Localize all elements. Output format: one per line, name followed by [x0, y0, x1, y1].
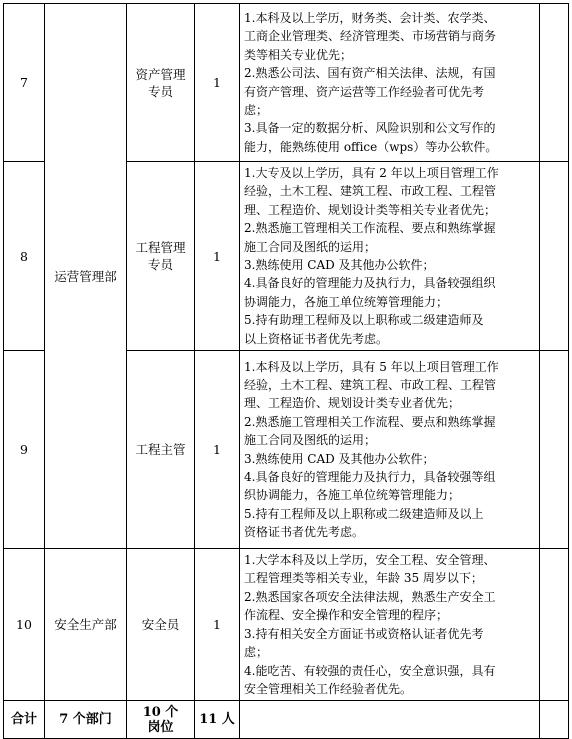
requirement-line: 经验，土木工程、建筑工程、市政工程、工程管 — [244, 184, 497, 199]
table-row — [4, 4, 569, 162]
empty-cell — [540, 162, 569, 351]
headcount-cell: 1 — [195, 4, 240, 162]
requirements-cell — [240, 4, 540, 162]
requirement-line: 3.熟练使用 CAD 及其他办公软件； — [244, 258, 435, 273]
requirement-line: 施工合同及图纸的运用； — [244, 239, 377, 254]
requirement-line: 类等相关专业优先； — [244, 47, 353, 62]
row-number: 10 — [4, 549, 45, 701]
empty-cell — [540, 549, 569, 701]
summary-label: 合计 — [4, 701, 45, 739]
requirement-line: 4.能吃苦、有较强的责任心，安全意识强，具有 — [244, 663, 496, 678]
requirement-line: 工商企业管理类、经济管理类、市场营销与商务 — [244, 29, 497, 44]
position-line: 专员 — [147, 83, 173, 99]
requirement-line: 4.具备良好的管理能力及执行力，具备较强等组 — [244, 469, 496, 484]
requirement-line: 虑； — [244, 645, 269, 660]
requirement-line: 2.熟悉国家各项安全法律法规，熟悉生产安全工 — [244, 589, 496, 604]
empty-cell — [540, 4, 569, 162]
headcount-cell: 1 — [195, 162, 240, 351]
requirement-line: 1.本科及以上学历，具有 5 年以上项目管理工作 — [244, 359, 499, 374]
position-cell — [127, 549, 195, 701]
requirements-cell — [240, 549, 540, 701]
position-cell — [127, 351, 195, 549]
requirement-line: 能力，能熟练使用 office（wps）等办公软件。 — [244, 139, 498, 154]
empty-cell — [540, 351, 569, 549]
requirement-line: 2.熟悉施工管理相关工作流程、要点和熟练掌握 — [244, 414, 496, 429]
requirement-line: 协调能力，各施工单位统筹管理能力； — [244, 294, 449, 309]
empty-cell — [240, 701, 540, 739]
position-line: 工程管理 — [135, 240, 186, 256]
position-line: 资产管理 — [135, 66, 186, 82]
summary-positions-line: 岗位 — [147, 719, 174, 735]
requirement-line: 施工合同及图纸的运用； — [244, 433, 377, 448]
requirement-line: 4.具备良好的管理能力及执行力，具备较强组织 — [244, 276, 496, 291]
requirement-line: 1.大专及以上学历，具有 2 年以上项目管理工作 — [244, 166, 499, 180]
requirement-line: 3.持有相关安全方面证书或资格认证者优先考 — [244, 626, 484, 641]
requirement-line: 织协调能力，各施工单位统筹管理能力； — [244, 488, 461, 503]
headcount-cell: 1 — [195, 549, 240, 701]
requirement-line: 有资产管理、资产运营等工作经验者可优先考 — [244, 84, 485, 99]
requirement-line: 安全管理相关工作经验者优先。 — [244, 681, 413, 696]
table-row — [4, 549, 569, 701]
requirement-line: 3.具备一定的数据分析、风险识别和公文写作的 — [244, 121, 496, 136]
requirement-line: 理、工程造价、规划设计类等相关专业者优先； — [244, 202, 497, 217]
position-line: 安全员 — [141, 617, 180, 633]
headcount-cell: 1 — [195, 351, 240, 549]
position-line: 工程主管 — [135, 442, 186, 458]
requirements-cell — [240, 162, 540, 351]
recruitment-table — [3, 3, 569, 739]
requirement-line: 2.熟悉公司法、国有资产相关法律、法规，有国 — [244, 66, 496, 81]
requirement-line: 2.熟悉施工管理相关工作流程、要点和熟练掌握 — [244, 221, 496, 236]
requirement-line: 工程管理类等相关专业，年龄 35 周岁以下； — [244, 571, 483, 586]
requirement-line: 5.持有工程师及以上职称或二级建造师及以上 — [244, 506, 484, 521]
requirement-line: 以上资格证书者优先考虑。 — [244, 331, 389, 346]
requirement-line: 3.熟练使用 CAD 及其他办公软件； — [244, 451, 435, 466]
requirement-line: 经验，土木工程、建筑工程、市政工程、工程管 — [244, 377, 497, 392]
position-line: 专员 — [147, 257, 173, 273]
requirement-line: 1.本科及以上学历，财务类、会计类、农学类、 — [244, 10, 496, 25]
summary-row — [4, 701, 569, 739]
summary-people: 11 人 — [195, 701, 240, 739]
requirement-line: 资格证书者优先考虑。 — [244, 525, 365, 540]
empty-cell — [540, 701, 569, 739]
department-cell: 运营管理部 — [45, 4, 127, 549]
requirement-line: 5.持有助理工程师及以上职称或二级建造师及 — [244, 313, 484, 328]
summary-positions — [127, 701, 195, 739]
row-number: 7 — [4, 4, 45, 162]
requirement-line: 理、工程造价、规划设计类专业者优先； — [244, 396, 461, 411]
row-number: 9 — [4, 351, 45, 549]
position-cell — [127, 162, 195, 351]
row-number: 8 — [4, 162, 45, 351]
summary-departments: 7 个部门 — [45, 701, 127, 739]
requirement-line: 虑； — [244, 102, 269, 117]
summary-positions-line: 10 个 — [142, 704, 179, 720]
requirements-cell — [240, 351, 540, 549]
requirement-line: 1.大学本科及以上学历，安全工程、安全管理、 — [244, 553, 496, 568]
requirement-line: 作流程、安全操作和安全管理的程序； — [244, 608, 449, 623]
position-cell — [127, 4, 195, 162]
department-cell: 安全生产部 — [45, 549, 127, 701]
